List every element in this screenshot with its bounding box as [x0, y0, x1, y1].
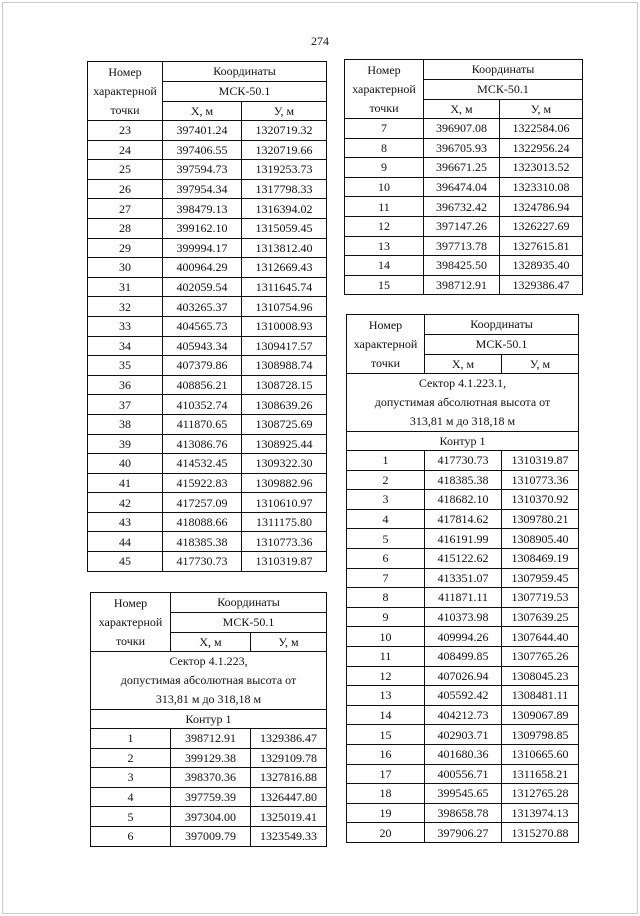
x-coordinate-cell: 418088.66 — [163, 512, 242, 532]
table-row — [347, 627, 579, 647]
x-coordinate-cell: 408499.85 — [425, 646, 502, 666]
point-number-cell: 13 — [347, 686, 425, 706]
table-row — [347, 784, 579, 804]
point-number-cell: 18 — [347, 784, 425, 804]
point-number-cell: 41 — [88, 473, 163, 493]
x-coordinate-cell: 417730.73 — [425, 451, 502, 471]
x-coordinate-cell: 396474.04 — [424, 177, 500, 197]
table-row — [347, 725, 579, 745]
point-number-cell: 35 — [88, 356, 163, 376]
contour-label: Контур 1 — [91, 710, 327, 729]
x-coordinate-cell: 398712.91 — [424, 275, 500, 295]
x-coordinate-cell: 403265.37 — [163, 297, 242, 317]
coordinates-table-sector-4-1-223 — [90, 592, 327, 847]
x-coordinate-cell: 397594.73 — [163, 160, 242, 180]
y-header: У, м — [242, 102, 327, 121]
point-number-cell: 45 — [88, 552, 163, 572]
table-row — [347, 823, 579, 843]
table-row — [347, 588, 579, 608]
x-coordinate-cell: 397009.79 — [171, 826, 251, 846]
table-row — [88, 512, 327, 532]
y-coordinate-cell: 1317798.33 — [242, 179, 327, 199]
table-row — [347, 803, 579, 823]
y-coordinate-cell: 1310773.36 — [242, 532, 327, 552]
crs-header: МСК-50.1 — [171, 613, 327, 633]
point-number-cell: 1 — [347, 451, 425, 471]
y-coordinate-cell: 1308469.19 — [502, 548, 579, 568]
x-coordinate-cell: 408856.21 — [163, 375, 242, 395]
y-coordinate-cell: 1320719.32 — [242, 121, 327, 141]
point-number-cell: 29 — [88, 238, 163, 258]
y-header: У, м — [251, 633, 327, 652]
point-number-cell: 36 — [88, 375, 163, 395]
point-number-cell: 5 — [91, 807, 171, 827]
point-number-cell: 33 — [88, 316, 163, 336]
x-coordinate-cell: 398479.13 — [163, 199, 242, 219]
y-coordinate-cell: 1310773.36 — [502, 470, 579, 490]
y-header: У, м — [502, 355, 579, 374]
table-row — [88, 473, 327, 493]
x-coordinate-cell: 407379.86 — [163, 356, 242, 376]
crs-header: МСК-50.1 — [163, 82, 327, 102]
coordinates-table-top-right — [344, 59, 583, 295]
point-number-cell: 34 — [88, 336, 163, 356]
point-number-cell: 14 — [347, 705, 425, 725]
y-coordinate-cell: 1310754.96 — [242, 297, 327, 317]
y-coordinate-cell: 1309322.30 — [242, 454, 327, 474]
y-coordinate-cell: 1308728.15 — [242, 375, 327, 395]
x-header: Х, м — [163, 102, 242, 121]
point-number-cell: 13 — [345, 236, 424, 256]
y-coordinate-cell: 1309780.21 — [502, 509, 579, 529]
x-coordinate-cell: 399545.65 — [425, 784, 502, 804]
y-coordinate-cell: 1312765.28 — [502, 784, 579, 804]
table-row — [347, 705, 579, 725]
point-number-cell: 17 — [347, 764, 425, 784]
y-coordinate-cell: 1308639.26 — [242, 395, 327, 415]
y-coordinate-cell: 1309417.57 — [242, 336, 327, 356]
x-coordinate-cell: 398712.91 — [171, 729, 251, 749]
table-row — [88, 179, 327, 199]
y-coordinate-cell: 1324786.94 — [500, 197, 583, 217]
point-number-cell: 15 — [345, 275, 424, 295]
point-number-cell: 30 — [88, 258, 163, 278]
point-number-cell: 42 — [88, 493, 163, 513]
x-coordinate-cell: 398425.50 — [424, 256, 500, 276]
point-number-cell: 9 — [347, 607, 425, 627]
table-row — [88, 395, 327, 415]
x-coordinate-cell: 396732.42 — [424, 197, 500, 217]
table-row — [347, 548, 579, 568]
coordinates-header: Координаты — [171, 593, 327, 613]
y-coordinate-cell: 1315270.88 — [502, 823, 579, 843]
x-coordinate-cell: 418385.38 — [163, 532, 242, 552]
y-coordinate-cell: 1322584.06 — [500, 119, 583, 139]
point-number-header: Номер характерной точки — [347, 315, 425, 374]
x-coordinate-cell: 415122.62 — [425, 548, 502, 568]
y-coordinate-cell: 1326227.69 — [500, 216, 583, 236]
y-coordinate-cell: 1311645.74 — [242, 277, 327, 297]
y-coordinate-cell: 1307644.40 — [502, 627, 579, 647]
table-row — [88, 121, 327, 141]
y-coordinate-cell: 1308988.74 — [242, 356, 327, 376]
point-number-cell: 7 — [345, 119, 424, 139]
x-coordinate-cell: 398370.36 — [171, 768, 251, 788]
x-coordinate-cell: 399994.17 — [163, 238, 242, 258]
y-coordinate-cell: 1329386.47 — [251, 729, 327, 749]
x-coordinate-cell: 397401.24 — [163, 121, 242, 141]
point-number-cell: 2 — [347, 470, 425, 490]
table-row — [347, 568, 579, 588]
y-coordinate-cell: 1307959.45 — [502, 568, 579, 588]
x-coordinate-cell: 409994.26 — [425, 627, 502, 647]
point-number-cell: 26 — [88, 179, 163, 199]
table-row — [91, 748, 327, 768]
table-row — [345, 275, 583, 295]
table-row — [345, 158, 583, 178]
point-number-cell: 32 — [88, 297, 163, 317]
point-number-cell: 4 — [347, 509, 425, 529]
point-number-cell: 14 — [345, 256, 424, 276]
y-coordinate-cell: 1310008.93 — [242, 316, 327, 336]
table-row — [91, 729, 327, 749]
y-coordinate-cell: 1323549.33 — [251, 826, 327, 846]
y-coordinate-cell: 1309882.96 — [242, 473, 327, 493]
table-row — [88, 454, 327, 474]
x-coordinate-cell: 417814.62 — [425, 509, 502, 529]
table-row — [88, 277, 327, 297]
point-number-header: Номер характерной точки — [88, 62, 163, 121]
x-coordinate-cell: 397954.34 — [163, 179, 242, 199]
table-row — [347, 686, 579, 706]
point-number-cell: 12 — [345, 216, 424, 236]
y-coordinate-cell: 1307639.25 — [502, 607, 579, 627]
point-number-cell: 27 — [88, 199, 163, 219]
table-row — [88, 414, 327, 434]
y-coordinate-cell: 1309798.85 — [502, 725, 579, 745]
y-coordinate-cell: 1310319.87 — [242, 552, 327, 572]
x-coordinate-cell: 414532.45 — [163, 454, 242, 474]
table-row — [345, 216, 583, 236]
point-number-cell: 20 — [347, 823, 425, 843]
x-coordinate-cell: 417730.73 — [163, 552, 242, 572]
table-row — [347, 470, 579, 490]
y-coordinate-cell: 1313974.13 — [502, 803, 579, 823]
table-row — [345, 256, 583, 276]
point-number-cell: 8 — [347, 588, 425, 608]
table-row — [347, 646, 579, 666]
y-coordinate-cell: 1327615.81 — [500, 236, 583, 256]
point-number-cell: 4 — [91, 787, 171, 807]
table-row — [88, 375, 327, 395]
table-row — [345, 177, 583, 197]
point-number-cell: 8 — [345, 138, 424, 158]
point-number-cell: 25 — [88, 160, 163, 180]
point-number-cell: 31 — [88, 277, 163, 297]
point-number-cell: 40 — [88, 454, 163, 474]
table-row — [347, 490, 579, 510]
y-coordinate-cell: 1312669.43 — [242, 258, 327, 278]
x-header: Х, м — [171, 633, 251, 652]
x-coordinate-cell: 397406.55 — [163, 140, 242, 160]
table-row — [88, 532, 327, 552]
point-number-cell: 28 — [88, 218, 163, 238]
crs-header: МСК-50.1 — [425, 335, 579, 355]
y-coordinate-cell: 1316394.02 — [242, 199, 327, 219]
x-coordinate-cell: 397713.78 — [424, 236, 500, 256]
point-number-cell: 6 — [91, 826, 171, 846]
coordinates-table-sector-4-1-223-1 — [346, 314, 579, 843]
x-coordinate-cell: 404565.73 — [163, 316, 242, 336]
sector-description: Сектор 4.1.223.1, допустимая абсолютная высота от 313,81 м до 318,18 м — [347, 374, 579, 432]
table-row — [345, 236, 583, 256]
x-coordinate-cell: 410373.98 — [425, 607, 502, 627]
y-coordinate-cell: 1310370.92 — [502, 490, 579, 510]
y-coordinate-cell: 1308481.11 — [502, 686, 579, 706]
x-coordinate-cell: 397304.00 — [171, 807, 251, 827]
point-number-cell: 19 — [347, 803, 425, 823]
x-coordinate-cell: 396705.93 — [424, 138, 500, 158]
point-number-cell: 15 — [347, 725, 425, 745]
y-coordinate-cell: 1319253.73 — [242, 160, 327, 180]
x-header: Х, м — [425, 355, 502, 374]
table-row — [345, 197, 583, 217]
y-coordinate-cell: 1325019.41 — [251, 807, 327, 827]
point-number-header: Номер характерной точки — [345, 60, 424, 119]
point-number-cell: 39 — [88, 434, 163, 454]
x-coordinate-cell: 405592.42 — [425, 686, 502, 706]
y-coordinate-cell: 1313812.40 — [242, 238, 327, 258]
x-coordinate-cell: 400556.71 — [425, 764, 502, 784]
y-coordinate-cell: 1323310.08 — [500, 177, 583, 197]
x-coordinate-cell: 402059.54 — [163, 277, 242, 297]
y-coordinate-cell: 1307765.26 — [502, 646, 579, 666]
x-coordinate-cell: 401680.36 — [425, 744, 502, 764]
point-number-cell: 6 — [347, 548, 425, 568]
point-number-cell: 11 — [347, 646, 425, 666]
table-row — [88, 140, 327, 160]
point-number-cell: 10 — [345, 177, 424, 197]
table-row — [347, 607, 579, 627]
point-number-cell: 7 — [347, 568, 425, 588]
table-row — [347, 509, 579, 529]
table-row — [88, 493, 327, 513]
y-coordinate-cell: 1310610.97 — [242, 493, 327, 513]
x-coordinate-cell: 410352.74 — [163, 395, 242, 415]
sector-description: Сектор 4.1.223, допустимая абсолютная высота от 313,81 м до 318,18 м — [91, 652, 327, 710]
x-coordinate-cell: 411870.65 — [163, 414, 242, 434]
table-row — [88, 199, 327, 219]
y-coordinate-cell: 1308905.40 — [502, 529, 579, 549]
table-row — [347, 744, 579, 764]
x-coordinate-cell: 415922.83 — [163, 473, 242, 493]
x-coordinate-cell: 416191.99 — [425, 529, 502, 549]
table-row — [91, 807, 327, 827]
table-row — [91, 787, 327, 807]
x-coordinate-cell: 413086.76 — [163, 434, 242, 454]
x-coordinate-cell: 397147.26 — [424, 216, 500, 236]
y-coordinate-cell: 1311658.21 — [502, 764, 579, 784]
table-row — [347, 666, 579, 686]
page-number: 274 — [311, 34, 329, 48]
point-number-cell: 12 — [347, 666, 425, 686]
y-coordinate-cell: 1308725.69 — [242, 414, 327, 434]
y-header: У, м — [500, 100, 583, 119]
coordinates-header: Координаты — [163, 62, 327, 82]
x-coordinate-cell: 396907.08 — [424, 119, 500, 139]
point-number-cell: 3 — [91, 768, 171, 788]
table-row — [91, 826, 327, 846]
crs-header: МСК-50.1 — [424, 80, 583, 100]
y-coordinate-cell: 1309067.89 — [502, 705, 579, 725]
y-coordinate-cell: 1307719.53 — [502, 588, 579, 608]
x-header: Х, м — [424, 100, 500, 119]
table-row — [88, 434, 327, 454]
y-coordinate-cell: 1308925.44 — [242, 434, 327, 454]
y-coordinate-cell: 1322956.24 — [500, 138, 583, 158]
y-coordinate-cell: 1320719.66 — [242, 140, 327, 160]
table-row — [88, 336, 327, 356]
point-number-cell: 2 — [91, 748, 171, 768]
point-number-cell: 23 — [88, 121, 163, 141]
y-coordinate-cell: 1326447.80 — [251, 787, 327, 807]
point-number-cell: 1 — [91, 729, 171, 749]
point-number-cell: 10 — [347, 627, 425, 647]
table-row — [347, 451, 579, 471]
table-row — [347, 764, 579, 784]
table-row — [88, 238, 327, 258]
y-coordinate-cell: 1327816.88 — [251, 768, 327, 788]
x-coordinate-cell: 417257.09 — [163, 493, 242, 513]
y-coordinate-cell: 1328935.40 — [500, 256, 583, 276]
x-coordinate-cell: 411871.11 — [425, 588, 502, 608]
x-coordinate-cell: 397906.27 — [425, 823, 502, 843]
x-coordinate-cell: 397759.39 — [171, 787, 251, 807]
point-number-cell: 43 — [88, 512, 163, 532]
y-coordinate-cell: 1311175.80 — [242, 512, 327, 532]
x-coordinate-cell: 398658.78 — [425, 803, 502, 823]
table-row — [88, 297, 327, 317]
coordinates-table-top-left — [87, 61, 327, 572]
y-coordinate-cell: 1310665.60 — [502, 744, 579, 764]
x-coordinate-cell: 407026.94 — [425, 666, 502, 686]
table-row — [345, 119, 583, 139]
point-number-cell: 9 — [345, 158, 424, 178]
x-coordinate-cell: 396671.25 — [424, 158, 500, 178]
table-row — [88, 356, 327, 376]
coordinates-header: Координаты — [424, 60, 583, 80]
x-coordinate-cell: 418385.38 — [425, 470, 502, 490]
point-number-cell: 16 — [347, 744, 425, 764]
point-number-cell: 11 — [345, 197, 424, 217]
point-number-cell: 38 — [88, 414, 163, 434]
x-coordinate-cell: 418682.10 — [425, 490, 502, 510]
point-number-cell: 37 — [88, 395, 163, 415]
table-row — [91, 768, 327, 788]
x-coordinate-cell: 399162.10 — [163, 218, 242, 238]
x-coordinate-cell: 402903.71 — [425, 725, 502, 745]
x-coordinate-cell: 405943.34 — [163, 336, 242, 356]
coordinates-header: Координаты — [425, 315, 579, 335]
point-number-cell: 24 — [88, 140, 163, 160]
table-row — [347, 529, 579, 549]
x-coordinate-cell: 413351.07 — [425, 568, 502, 588]
table-row — [88, 316, 327, 336]
contour-label: Контур 1 — [347, 432, 579, 451]
y-coordinate-cell: 1323013.52 — [500, 158, 583, 178]
y-coordinate-cell: 1329386.47 — [500, 275, 583, 295]
y-coordinate-cell: 1310319.87 — [502, 451, 579, 471]
table-row — [88, 218, 327, 238]
table-row — [88, 160, 327, 180]
x-coordinate-cell: 399129.38 — [171, 748, 251, 768]
y-coordinate-cell: 1315059.45 — [242, 218, 327, 238]
x-coordinate-cell: 404212.73 — [425, 705, 502, 725]
point-number-cell: 44 — [88, 532, 163, 552]
y-coordinate-cell: 1308045.23 — [502, 666, 579, 686]
x-coordinate-cell: 400964.29 — [163, 258, 242, 278]
point-number-cell: 3 — [347, 490, 425, 510]
table-row — [88, 552, 327, 572]
y-coordinate-cell: 1329109.78 — [251, 748, 327, 768]
table-row — [345, 138, 583, 158]
point-number-cell: 5 — [347, 529, 425, 549]
table-row — [88, 258, 327, 278]
point-number-header: Номер характерной точки — [91, 593, 171, 652]
